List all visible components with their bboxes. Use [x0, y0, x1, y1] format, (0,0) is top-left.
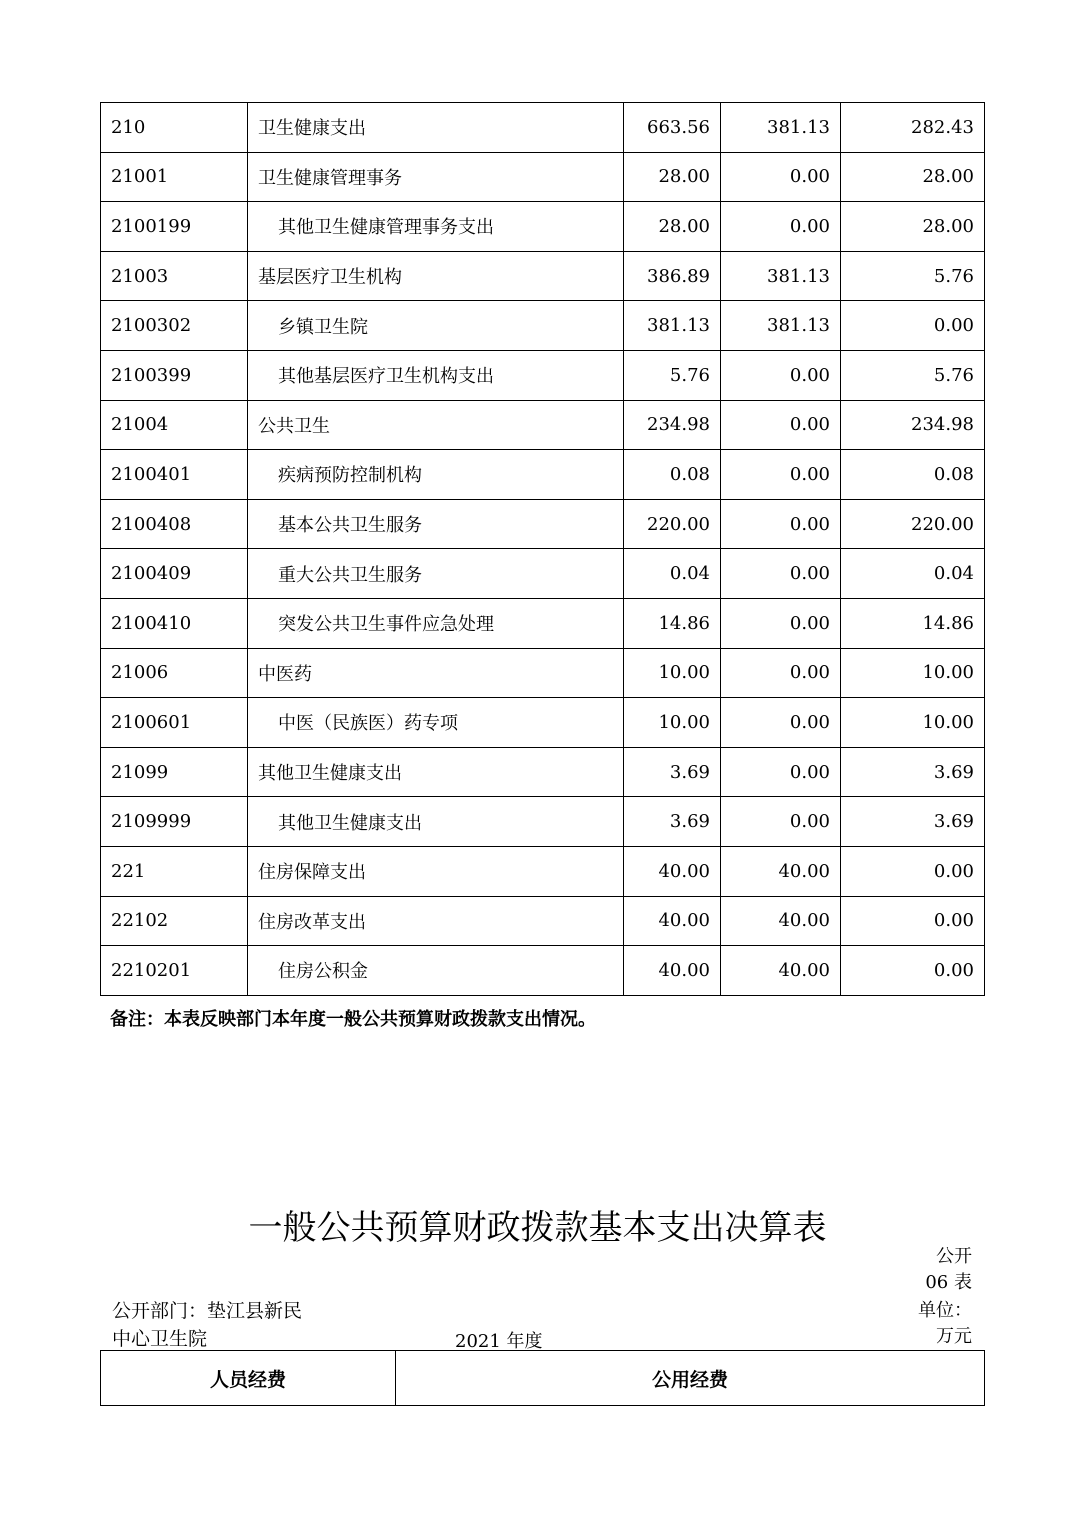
- cell-total: 28.00: [624, 152, 721, 202]
- cell-total: 0.08: [624, 450, 721, 500]
- unit-line2: 万元: [936, 1326, 972, 1347]
- header-personnel-cost: 人员经费: [101, 1351, 396, 1406]
- unit-label: [892, 1298, 972, 1350]
- cell-name: 疾病预防控制机构: [248, 450, 624, 500]
- cell-code: 2100410: [101, 598, 248, 648]
- cell-basic: 40.00: [721, 896, 841, 946]
- cell-code: 2210201: [101, 946, 248, 996]
- cell-name: 住房公积金: [248, 946, 624, 996]
- cell-basic: 0.00: [721, 450, 841, 500]
- table-row: [101, 896, 985, 946]
- form-number: [912, 1244, 972, 1296]
- cell-code: 2100408: [101, 499, 248, 549]
- cell-total: 381.13: [624, 301, 721, 351]
- cell-total: 663.56: [624, 103, 721, 153]
- cell-name: 基层医疗卫生机构: [248, 251, 624, 301]
- cell-project: 234.98: [841, 400, 985, 450]
- cell-code: 2100199: [101, 202, 248, 252]
- cell-name: 卫生健康支出: [248, 103, 624, 153]
- cell-basic: 0.00: [721, 499, 841, 549]
- cell-project: 0.00: [841, 946, 985, 996]
- cell-total: 10.00: [624, 648, 721, 698]
- form-number-line2: 06 表: [925, 1272, 972, 1293]
- cell-code: 210: [101, 103, 248, 153]
- table-row: [101, 499, 985, 549]
- fiscal-year: 2021 年度: [455, 1331, 543, 1352]
- table-row: [101, 152, 985, 202]
- cell-project: 0.00: [841, 896, 985, 946]
- cell-name: 基本公共卫生服务: [248, 499, 624, 549]
- cell-project: 0.08: [841, 450, 985, 500]
- table-row: [101, 103, 985, 153]
- cell-project: 282.43: [841, 103, 985, 153]
- table-row: [101, 747, 985, 797]
- cell-code: 21006: [101, 648, 248, 698]
- cell-code: 2100399: [101, 350, 248, 400]
- cell-basic: 0.00: [721, 400, 841, 450]
- cell-project: 28.00: [841, 202, 985, 252]
- cell-project: 3.69: [841, 797, 985, 847]
- department: [112, 1297, 352, 1353]
- cell-project: 10.00: [841, 648, 985, 698]
- cell-total: 3.69: [624, 747, 721, 797]
- cell-name: 公共卫生: [248, 400, 624, 450]
- table-row: [101, 202, 985, 252]
- cell-name: 其他基层医疗卫生机构支出: [248, 350, 624, 400]
- cell-name: 中医（民族医）药专项: [248, 698, 624, 748]
- cell-code: 21001: [101, 152, 248, 202]
- cell-basic: 381.13: [721, 103, 841, 153]
- expenditure-table: [100, 102, 985, 996]
- cell-code: 221: [101, 846, 248, 896]
- cell-project: 3.69: [841, 747, 985, 797]
- table-row: [101, 797, 985, 847]
- cell-basic: 0.00: [721, 350, 841, 400]
- table-row: [101, 450, 985, 500]
- cell-project: 0.00: [841, 846, 985, 896]
- cell-name: 住房保障支出: [248, 846, 624, 896]
- cell-code: 2100409: [101, 549, 248, 599]
- table-row: [101, 301, 985, 351]
- table-row: [101, 400, 985, 450]
- cell-name: 乡镇卫生院: [248, 301, 624, 351]
- cell-code: 2109999: [101, 797, 248, 847]
- cell-basic: 381.13: [721, 301, 841, 351]
- cell-name: 重大公共卫生服务: [248, 549, 624, 599]
- basic-expenditure-header-table: [100, 1350, 985, 1406]
- cell-total: 10.00: [624, 698, 721, 748]
- table-row: [101, 598, 985, 648]
- cell-basic: 40.00: [721, 846, 841, 896]
- cell-project: 5.76: [841, 350, 985, 400]
- cell-total: 40.00: [624, 896, 721, 946]
- cell-basic: 40.00: [721, 946, 841, 996]
- table-row: [101, 350, 985, 400]
- header-row: [101, 1351, 985, 1406]
- cell-total: 234.98: [624, 400, 721, 450]
- cell-code: 21099: [101, 747, 248, 797]
- cell-project: 220.00: [841, 499, 985, 549]
- cell-project: 14.86: [841, 598, 985, 648]
- form-number-line1: 公开: [936, 1246, 972, 1267]
- cell-code: 2100601: [101, 698, 248, 748]
- cell-total: 0.04: [624, 549, 721, 599]
- cell-code: 22102: [101, 896, 248, 946]
- cell-total: 3.69: [624, 797, 721, 847]
- cell-total: 5.76: [624, 350, 721, 400]
- cell-total: 40.00: [624, 846, 721, 896]
- cell-basic: 0.00: [721, 598, 841, 648]
- cell-total: 40.00: [624, 946, 721, 996]
- cell-code: 21004: [101, 400, 248, 450]
- unit-line1: 单位：: [918, 1300, 972, 1321]
- cell-basic: 0.00: [721, 747, 841, 797]
- page-title: 一般公共预算财政拨款基本支出决算表: [248, 1208, 827, 1248]
- cell-name: 中医药: [248, 648, 624, 698]
- table-row: [101, 698, 985, 748]
- department-line2: 中心卫生院: [112, 1328, 208, 1350]
- cell-code: 2100401: [101, 450, 248, 500]
- cell-total: 386.89: [624, 251, 721, 301]
- expenditure-table-body: [101, 103, 985, 996]
- department-line1: 公开部门：垫江县新民: [112, 1300, 303, 1322]
- cell-total: 28.00: [624, 202, 721, 252]
- cell-name: 其他卫生健康管理事务支出: [248, 202, 624, 252]
- cell-project: 5.76: [841, 251, 985, 301]
- header-public-cost: 公用经费: [396, 1351, 985, 1406]
- cell-basic: 0.00: [721, 202, 841, 252]
- table-row: [101, 846, 985, 896]
- cell-basic: 381.13: [721, 251, 841, 301]
- cell-name: 突发公共卫生事件应急处理: [248, 598, 624, 648]
- table-note: 备注：本表反映部门本年度一般公共预算财政拨款支出情况。: [110, 1009, 596, 1030]
- cell-name: 其他卫生健康支出: [248, 747, 624, 797]
- cell-project: 28.00: [841, 152, 985, 202]
- cell-name: 其他卫生健康支出: [248, 797, 624, 847]
- cell-name: 卫生健康管理事务: [248, 152, 624, 202]
- cell-basic: 0.00: [721, 698, 841, 748]
- cell-basic: 0.00: [721, 648, 841, 698]
- cell-project: 10.00: [841, 698, 985, 748]
- cell-total: 220.00: [624, 499, 721, 549]
- table-row: [101, 946, 985, 996]
- cell-basic: 0.00: [721, 797, 841, 847]
- cell-project: 0.04: [841, 549, 985, 599]
- cell-total: 14.86: [624, 598, 721, 648]
- cell-code: 21003: [101, 251, 248, 301]
- table-row: [101, 251, 985, 301]
- cell-basic: 0.00: [721, 152, 841, 202]
- cell-name: 住房改革支出: [248, 896, 624, 946]
- table-row: [101, 648, 985, 698]
- table-row: [101, 549, 985, 599]
- cell-basic: 0.00: [721, 549, 841, 599]
- cell-code: 2100302: [101, 301, 248, 351]
- cell-project: 0.00: [841, 301, 985, 351]
